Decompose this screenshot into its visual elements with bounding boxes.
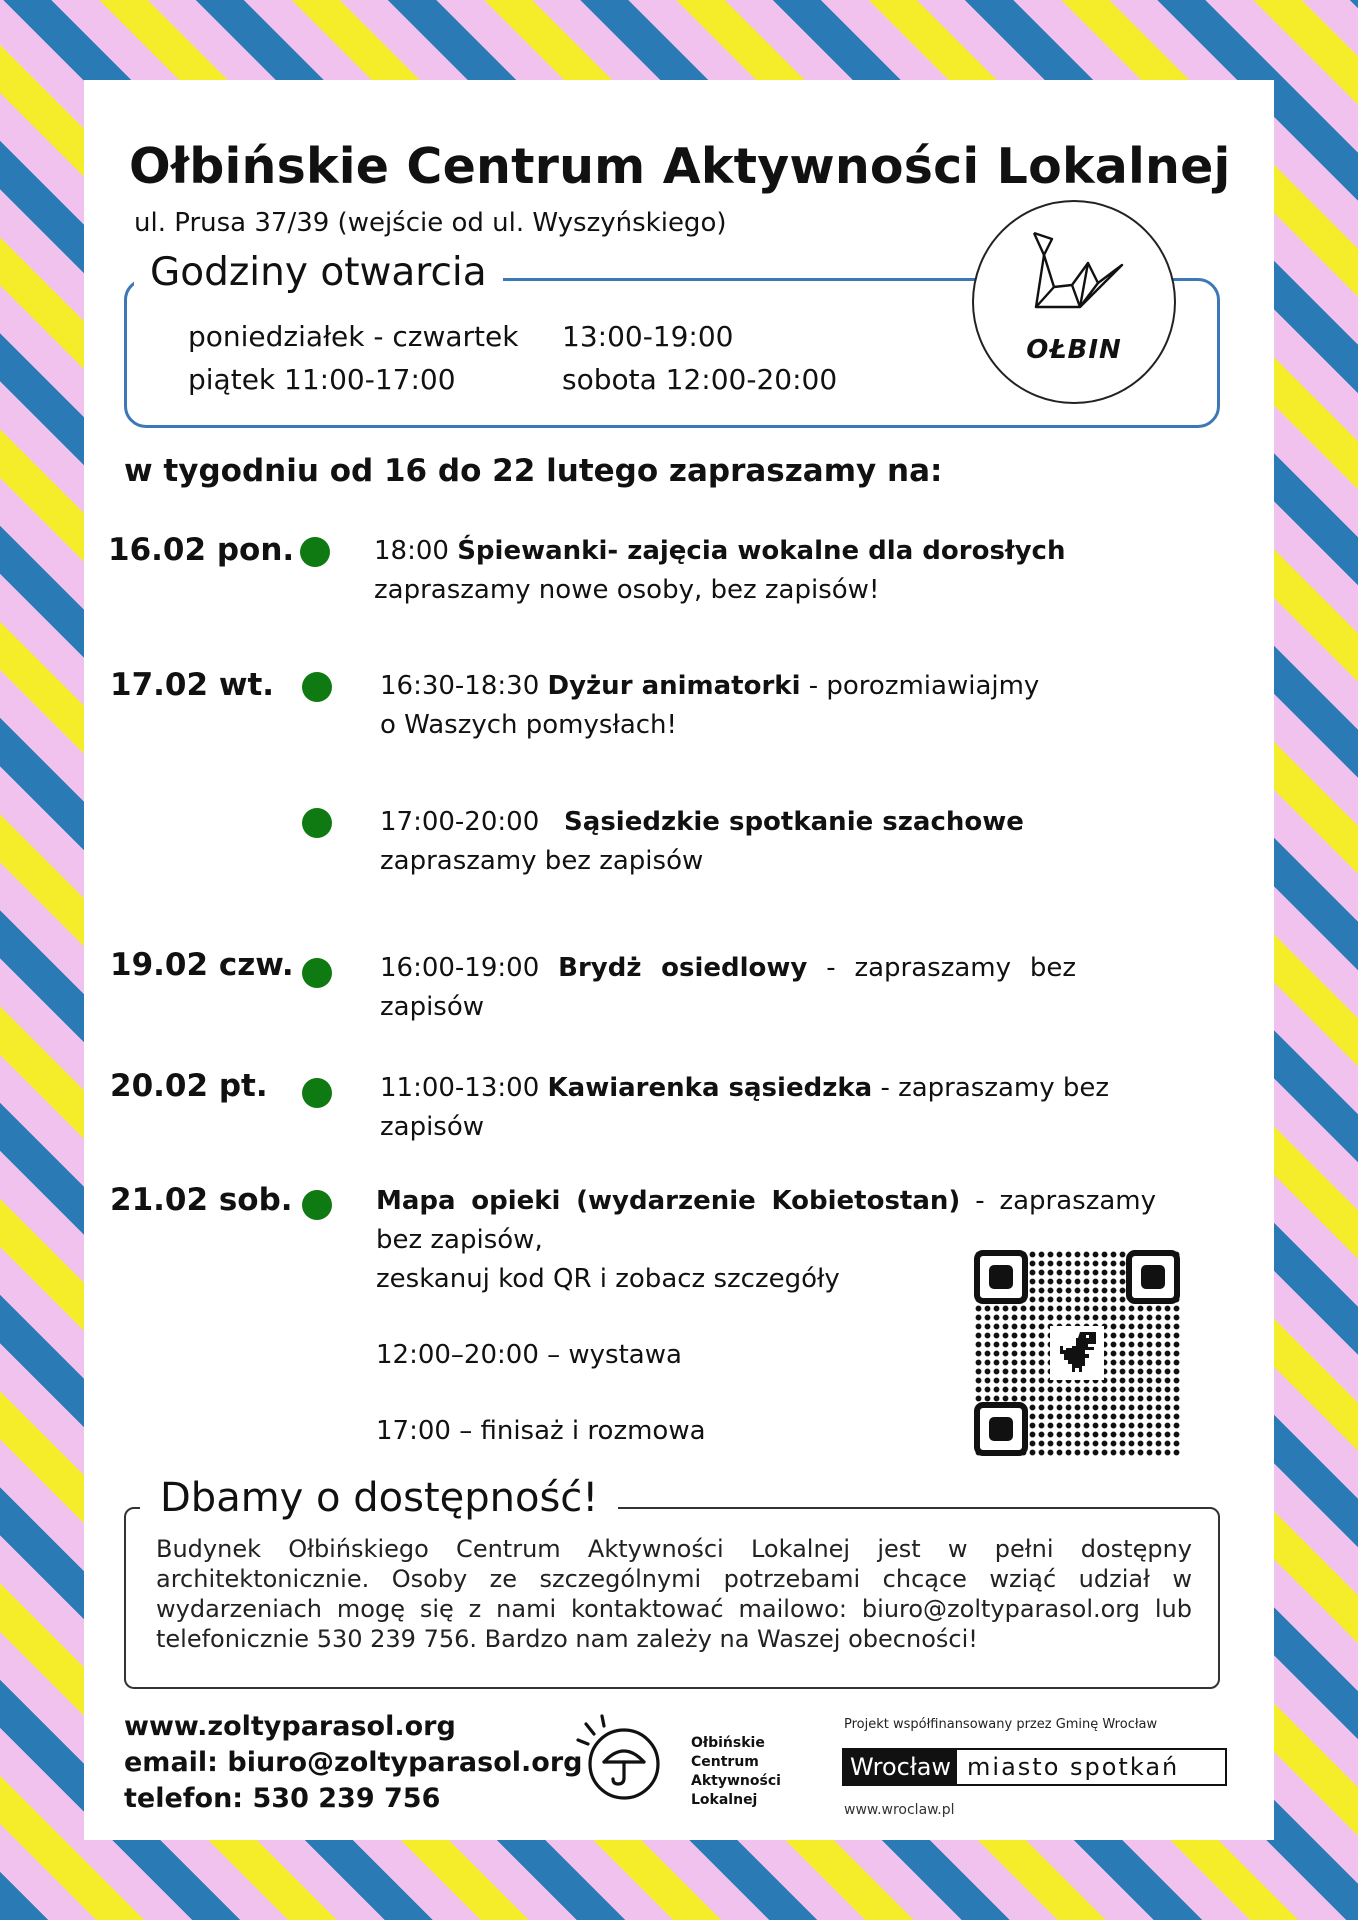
opening-hours-title: Godziny otwarcia [134,250,503,295]
olbin-logo-text: OŁBIN [1026,335,1122,365]
qr-finder-icon [974,1402,1028,1456]
email-link[interactable]: email: biuro@zoltyparasol.org [124,1747,583,1778]
hours-friday: piątek 11:00-17:00 [188,363,456,396]
wroclaw-logo-right: miasto spotkań [967,1753,1180,1781]
bullet-icon [302,1190,332,1220]
center-label: Ołbińskie Centrum Aktywności Lokalnej [691,1735,781,1808]
umbrella-icon [574,1712,666,1804]
wroclaw-url[interactable]: www.wroclaw.pl [844,1802,955,1818]
event-note: bez zapisów, [376,1225,543,1255]
phone-link[interactable]: telefon: 530 239 756 [124,1783,441,1814]
event-note: zapisów [380,992,485,1022]
qr-center [1050,1326,1104,1380]
bullet-icon [302,1078,332,1108]
event-exhibition: 12:00–20:00 – wystawa [376,1340,682,1370]
event-line: 11:00-13:00 Kawiarenka sąsiedzka - zapraszamy bez [380,1073,1110,1103]
accessibility-title: Dbamy o dostępność! [140,1475,618,1521]
event-line: 16:00-19:00 Brydż osiedlowy - zapraszamy bez [380,953,1077,983]
event-line: 17:00-20:00 Sąsiedzkie spotkanie szachowe [380,807,1024,837]
qr-finder-icon [1126,1250,1180,1304]
poster-sheet [84,80,1274,1840]
bullet-icon [302,808,332,838]
event-date: 17.02 wt. [110,667,275,703]
hours-mon-thu-days: poniedziałek - czwartek [188,320,519,353]
event-note: zapisów [380,1112,485,1142]
event-line: Mapa opieki (wydarzenie Kobietostan) - zapraszamy [376,1186,1156,1216]
wroclaw-logo [842,1748,1227,1786]
qr-finder-icon [974,1250,1028,1304]
dinosaur-icon [1050,1326,1104,1380]
event-date: 20.02 pt. [110,1068,268,1104]
page-title: Ołbińskie Centrum Aktywności Lokalnej [129,138,1231,195]
bullet-icon [300,537,330,567]
hours-saturday: sobota 12:00-20:00 [562,363,838,396]
event-note: o Waszych pomysłach! [380,710,677,740]
bullet-icon [302,672,332,702]
event-qr-hint: zeskanuj kod QR i zobacz szczegóły [376,1264,840,1294]
event-finissage: 17:00 – finisaż i rozmowa [376,1416,706,1446]
event-note: zapraszamy bez zapisów [380,846,704,876]
address: ul. Prusa 37/39 (wejście od ul. Wyszyńskiego) [134,208,727,238]
accessibility-text: Budynek Ołbińskiego Centrum Aktywności Lokalnej jest w pełni dostępny architektonicznie. Osoby ze szczególnymi potrzebami chcące wziąć udział w wydarzeniach mogę się z nami kontaktować mailowo: biuro@zoltyparasol.org lub telefonicznie 530 239 756. Bardzo nam zależy na Waszej obecności! [156,1535,1192,1653]
event-note: zapraszamy nowe osoby, bez zapisów! [374,575,880,605]
swan-icon [1014,225,1134,325]
event-line: 18:00 Śpiewanki- zajęcia wokalne dla dorosłych [374,536,1066,566]
event-date: 21.02 sob. [110,1182,293,1218]
website-link[interactable]: www.zoltyparasol.org [124,1711,456,1742]
event-date: 19.02 czw. [110,947,294,983]
hours-mon-thu-time: 13:00-19:00 [562,320,734,353]
qr-code[interactable] [974,1250,1180,1456]
event-line: 16:30-18:30 Dyżur animatorki - porozmiawiajmy [380,671,1040,701]
week-heading: w tygodniu od 16 do 22 lutego zapraszamy na: [124,453,943,489]
cofinance-note: Projekt współfinansowany przez Gminę Wrocław [844,1717,1158,1732]
wroclaw-logo-left: Wrocław [844,1750,957,1784]
event-date: 16.02 pon. [108,532,295,568]
bullet-icon [302,958,332,988]
